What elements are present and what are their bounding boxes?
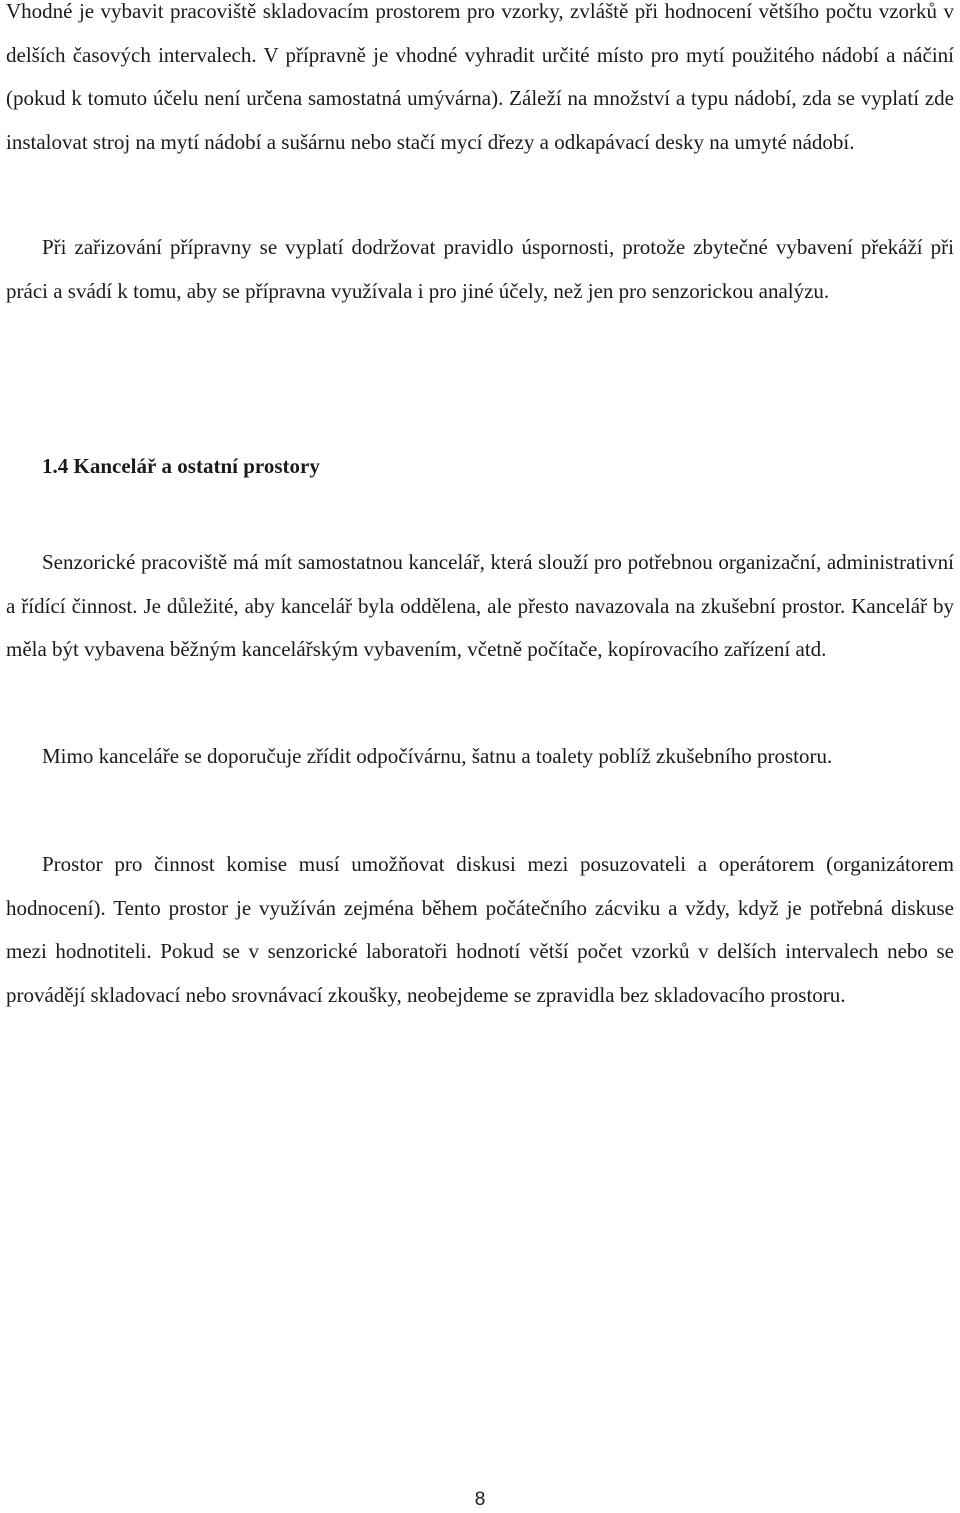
page-number: 8 — [474, 1489, 486, 1510]
paragraph-rest-areas: Mimo kanceláře se doporučuje zřídit odpočívárnu, šatnu a toalety poblíž zkušebního prostoru. — [42, 744, 833, 768]
paragraph-economy: Při zařizování přípravny se vyplatí dodržovat pravidlo úspornosti, protože zbytečné vybavení překáží při práci a svádí k tomu, aby se přípravna využívala i pro jiné účely, než jen pro senzorickou analýzu. — [6, 235, 954, 303]
paragraph-panel-room: Prostor pro činnost komise musí umožňovat diskusi mezi posuzovateli a operátorem (organizátorem hodnocení). Tento prostor je využíván zejména během počátečního zácviku a vždy, když je potřebná diskuse mezi hodnotiteli. Pokud se v senzorické laboratoři hodnotí větší počet vzorků v delších intervalech nebo se provádějí skladovací nebo srovnávací zkoušky, neobejdeme se zpravidla bez skladovacího prostoru. — [6, 852, 954, 1007]
paragraph-office: Senzorické pracoviště má mít samostatnou kancelář, která slouží pro potřebnou organizační, administrativní a řídící činnost. Je důležité, aby kancelář byla oddělena, ale přesto navazovala na zkušební prostor. Kancelář by měla být vybavena běžným kancelářským vybavením, včetně počítače, kopírovacího zařízení atd. — [6, 550, 954, 661]
paragraph-storage: Vhodné je vybavit pracoviště skladovacím prostorem pro vzorky, zvláště při hodnocení většího počtu vzorků v delších časových intervalech. V přípravně je vhodné vyhradit určité místo pro mytí použitého nádobí a náčiní (pokud k tomuto účelu není určena samostatná umývárna). Záleží na množství a typu nádobí, zda se vyplatí zde instalovat stroj na mytí nádobí a sušárnu nebo stačí mycí dřezy a odkapávací desky na umyté nádobí. — [6, 0, 954, 154]
section-heading: 1.4 Kancelář a ostatní prostory — [42, 454, 320, 478]
